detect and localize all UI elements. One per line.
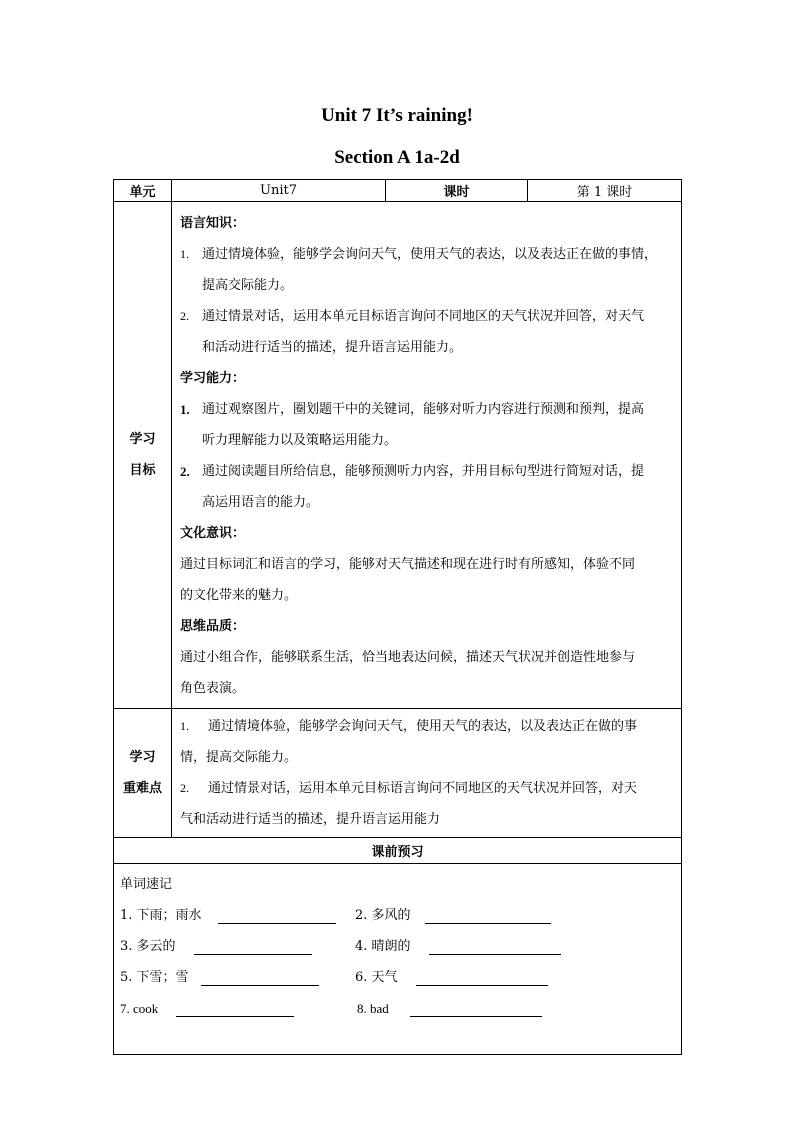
language-item-cont [180,270,675,301]
lesson-plan-table [113,179,682,1055]
vocab-word: 4. 晴朗的 [355,939,411,954]
vocab-word: 8. bad [357,1001,389,1016]
answer-blank[interactable] [429,937,561,955]
key-point-item [180,711,675,742]
answer-blank[interactable] [416,968,548,986]
vocab-word: 2. 多风的 [355,908,411,923]
culture-text: 的文化带来的魅力。 [180,588,298,603]
vocab-item [120,993,294,1024]
item-number: 1. [180,247,189,261]
key-point-cont: 气和活动进行适当的描述，提升语言运用能力 [180,812,441,827]
unit-value: Unit7 [172,180,386,202]
culture-heading: 文化意识： [180,526,246,541]
goals-row [114,202,682,709]
key-point-cont: 情，提高交际能力。 [180,750,298,765]
key-points-label-line1: 学习 [129,750,156,765]
vocab-item [355,900,551,931]
item-number: 1. [180,719,189,733]
ability-item [180,394,675,425]
key-points-label-line2: 重难点 [122,781,162,796]
vocab-item [120,931,312,962]
vocab-word: 3. 多云的 [120,939,176,954]
answer-blank[interactable] [425,906,551,924]
key-points-row [114,709,682,838]
goals-content [172,202,682,709]
item-number: 2. [180,309,189,323]
thinking-heading: 思维品质： [180,619,246,634]
vocab-line [120,931,673,962]
thinking-text: 角色表演。 [180,681,246,696]
vocab-line [120,900,673,931]
item-text: 通过情境体验，能够学会询问天气，使用天气的表达，以及表达正在做的事情， [202,247,658,262]
item-text: 高运用语言的能力。 [202,495,320,510]
item-text: 听力理解能力以及策略运用能力。 [202,433,398,448]
item-text: 通过情景对话，运用本单元目标语言询问不同地区的天气状况并回答，对天气 [202,309,645,324]
item-text: 通过情境体验，能够学会询问天气，使用天气的表达，以及表达正在做的事 [208,719,638,734]
key-points-content [172,709,682,838]
answer-blank[interactable] [218,906,336,924]
vocab-word: 7. cook [120,1001,159,1016]
vocab-item [120,900,336,931]
goals-label-line1: 学习 [129,432,156,447]
vocab-section [114,864,682,1055]
vocab-word: 1. 下雨；雨水 [120,908,202,923]
item-text: 提高交际能力。 [202,278,294,293]
vocab-heading: 单词速记 [120,877,173,892]
vocab-word: 6. 天气 [355,970,398,985]
vocab-word: 5. 下雪；雪 [120,970,189,985]
goals-label-line2: 目标 [129,463,156,478]
key-points-label [114,709,172,838]
item-number: 2. [180,464,190,479]
vocab-item [355,962,548,993]
language-heading: 语言知识： [180,216,246,231]
answer-blank[interactable] [194,937,312,955]
language-item [180,301,675,332]
answer-blank[interactable] [176,999,294,1017]
language-item [180,239,675,270]
ability-item-cont [180,487,675,518]
vocab-line [120,962,673,993]
vocab-item [355,931,561,962]
vocab-line [120,993,673,1024]
vocab-item [357,993,542,1024]
page-subtitle: Section A 1a-2d [334,147,460,168]
period-value: 第 1 课时 [528,180,682,202]
thinking-text: 通过小组合作，能够联系生活，恰当地表达问候，描述天气状况并创造性地参与 [180,650,636,665]
header-row [114,180,682,202]
item-text: 通过情景对话，运用本单元目标语言询问不同地区的天气状况并回答，对天 [208,781,638,796]
preview-title-row [114,838,682,864]
culture-text: 通过目标词汇和语言的学习，能够对天气描述和现在进行时有所感知，体验不同 [180,557,636,572]
item-text: 通过阅读题目所给信息，能够预测听力内容，并用目标句型进行简短对话，提 [202,464,645,479]
item-text: 和活动进行适当的描述，提升语言运用能力。 [202,340,463,355]
unit-label: 单元 [114,180,172,202]
ability-heading: 学习能力： [180,371,246,386]
item-number: 2. [180,781,189,795]
goals-label [114,202,172,709]
page-title: Unit 7 It’s raining! [321,105,473,126]
period-label: 课时 [386,180,528,202]
preview-title: 课前预习 [114,838,682,864]
vocab-item [120,962,319,993]
item-text: 通过观察图片，圈划题干中的关键词，能够对听力内容进行预测和预判，提高 [202,402,645,417]
item-number: 1. [180,402,190,417]
answer-blank[interactable] [201,968,319,986]
language-item-cont [180,332,675,363]
vocab-row [114,864,682,1055]
key-point-item [180,773,675,804]
ability-item-cont [180,425,675,456]
ability-item [180,456,675,487]
answer-blank[interactable] [410,999,542,1017]
